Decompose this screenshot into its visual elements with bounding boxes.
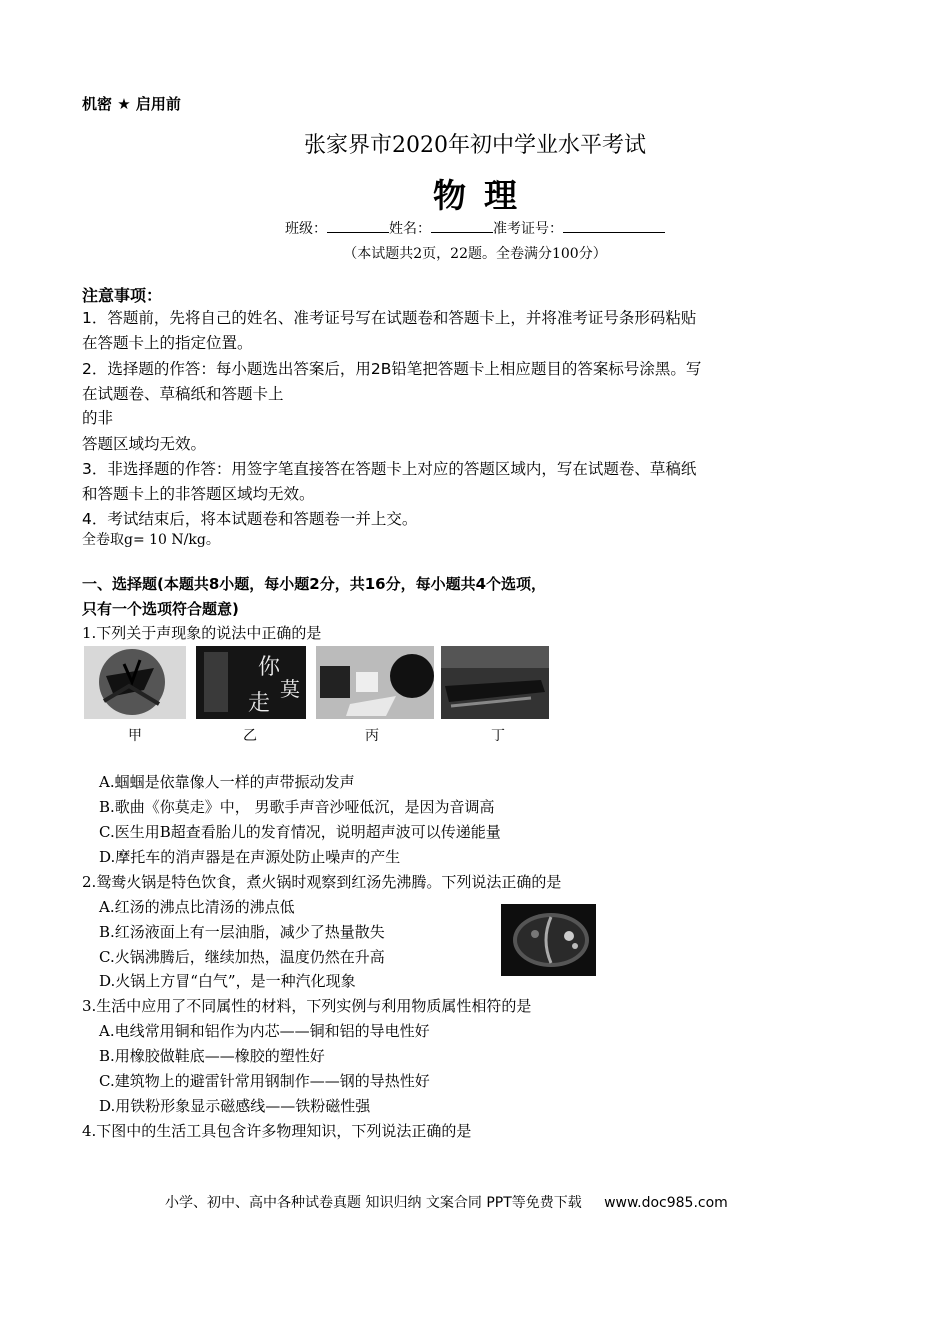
question-2-stem: 2.鸳鸯火锅是特色饮食，煮火锅时观察到红汤先沸腾。下列说法正确的是 [82,873,562,891]
gravity-note: 全卷取g= 10 N/kg。 [82,532,220,548]
exam-note: （本试题共2页，22题。全卷满分100分） [343,246,607,262]
q2-option-a: A.红汤的沸点比清汤的沸点低 [99,898,295,916]
id-blank [563,218,665,233]
notice-heading: 注意事项： [82,286,163,305]
q3-option-b: B.用橡胶做鞋底——橡胶的塑性好 [99,1047,325,1065]
song-poster-image [196,646,306,719]
notice-line: 4．考试结束后，将本试题卷和答题卷一并上交。 [82,510,418,528]
hotpot-image [501,904,596,976]
class-blank [327,218,389,233]
id-label: 准考证号： [493,221,563,237]
notice-line: 答题区域均无效。 [82,435,207,453]
notice-line: 的非 [82,409,114,427]
image-caption: 丙 [365,728,379,744]
section-heading-cont: 只有一个选项符合题意) [82,600,239,618]
q1-option-a: A.蝈蝈是依靠像人一样的声带振动发声 [99,773,355,791]
q2-option-b: B.红汤液面上有一层油脂，减少了热量散失 [99,923,385,941]
q3-option-c: C.建筑物上的避雷针常用钢制作——钢的导热性好 [99,1072,430,1090]
q2-option-c: C.火锅沸腾后，继续加热，温度仍然在升高 [99,948,385,966]
name-blank [431,218,493,233]
student-info-line [0,218,950,238]
svg-text:你: 你 [258,655,281,680]
q1-option-b: B.歌曲《你莫走》中， 男歌手声音沙哑低沉，是因为音调高 [99,798,495,816]
image-caption: 丁 [491,728,505,744]
question-1-stem: 1.下列关于声现象的说法中正确的是 [82,624,322,642]
notice-line: 在答题卡上的指定位置。 [82,334,253,352]
q2-option-d: D.火锅上方冒“白气”，是一种汽化现象 [99,972,356,990]
notice-line: 3．非选择题的作答：用签字笔直接答在答题卡上对应的答题区域内，写在试题卷、草稿纸 [82,460,697,478]
ultrasound-image [316,646,434,719]
motorcycle-image [441,646,549,719]
svg-text:走: 走 [248,691,271,716]
q3-option-d: D.用铁粉形象显示磁感线——铁粉磁性强 [99,1097,371,1115]
footer [165,1192,728,1212]
subject-title: 物理 [433,176,535,215]
svg-text:莫: 莫 [280,677,300,701]
q1-option-d: D.摩托车的消声器是在声源处防止噪声的产生 [99,848,401,866]
confidential-label: 机密 ★ 启用前 [82,95,181,113]
q3-option-a: A.电线常用铜和铝作为内芯——铜和铝的导电性好 [99,1022,430,1040]
cricket-image [84,646,186,719]
question-4-stem: 4.下图中的生活工具包含许多物理知识，下列说法正确的是 [82,1122,472,1140]
image-caption: 乙 [243,728,257,744]
q1-option-c: C.医生用B超查看胎儿的发育情况，说明超声波可以传递能量 [99,823,501,841]
exam-title: 张家界市2020年初中学业水平考试 [304,133,646,158]
footer-url[interactable]: www.doc985.com [604,1195,728,1211]
section-heading: 一、选择题(本题共8小题，每小题2分，共16分，每小题共4个选项， [82,575,547,593]
image-caption: 甲 [128,728,142,744]
question-3-stem: 3.生活中应用了不同属性的材料，下列实例与利用物质属性相符的是 [82,997,532,1015]
notice-line: 1．答题前，先将自己的姓名、准考证号写在试题卷和答题卡上，并将准考证号条形码粘贴 [82,309,697,327]
notice-line: 2．选择题的作答：每小题选出答案后，用2B铅笔把答题卡上相应题目的答案标号涂黑。写 [82,360,702,378]
notice-line: 和答题卡上的非答题区域均无效。 [82,485,315,503]
class-label: 班级： [285,221,327,237]
name-label: 姓名： [389,221,431,237]
notice-line: 在试题卷、草稿纸和答题卡上 [82,385,284,403]
footer-text: 小学、初中、高中各种试卷真题 知识归纳 文案合同 PPT等免费下载 [165,1195,582,1211]
